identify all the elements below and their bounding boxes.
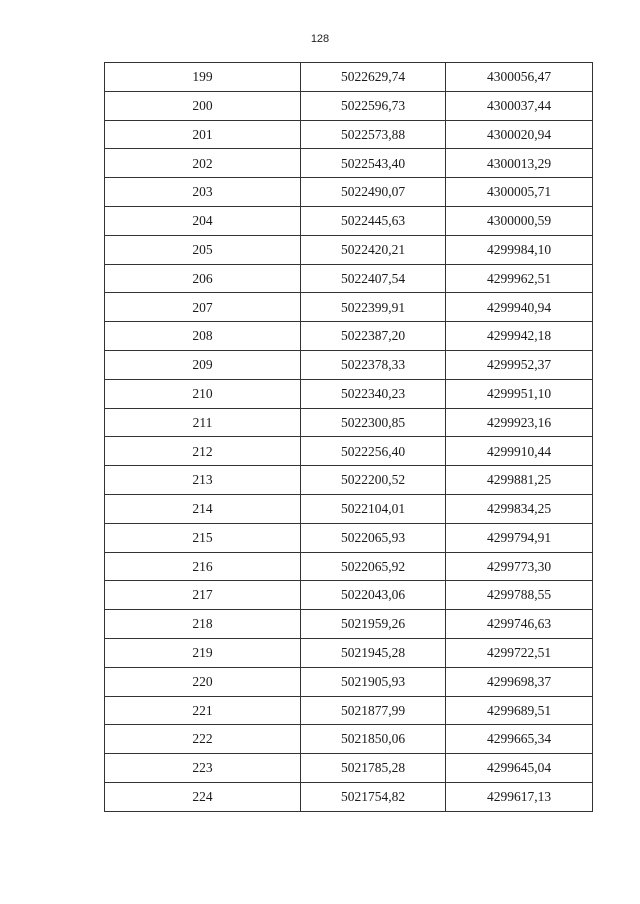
table-row: [105, 206, 593, 235]
y-coordinate-cell: 4299665,34: [446, 725, 593, 754]
table-row: [105, 120, 593, 149]
point-number-cell: 221: [105, 696, 301, 725]
y-coordinate-cell: 4299834,25: [446, 494, 593, 523]
point-number-cell: 208: [105, 322, 301, 351]
coordinates-table: [104, 62, 593, 812]
point-number-cell: 210: [105, 379, 301, 408]
x-coordinate-cell: 5022445,63: [301, 206, 446, 235]
point-number-cell: 223: [105, 754, 301, 783]
y-coordinate-cell: 4299773,30: [446, 552, 593, 581]
point-number-cell: 214: [105, 494, 301, 523]
x-coordinate-cell: 5022340,23: [301, 379, 446, 408]
table-row: [105, 91, 593, 120]
x-coordinate-cell: 5022200,52: [301, 466, 446, 495]
page-number: 128: [310, 33, 330, 45]
point-number-cell: 220: [105, 667, 301, 696]
y-coordinate-cell: 4299881,25: [446, 466, 593, 495]
x-coordinate-cell: 5022378,33: [301, 350, 446, 379]
point-number-cell: 202: [105, 149, 301, 178]
point-number-cell: 218: [105, 610, 301, 639]
table-row: [105, 264, 593, 293]
point-number-cell: 204: [105, 206, 301, 235]
x-coordinate-cell: 5022407,54: [301, 264, 446, 293]
table-row: [105, 408, 593, 437]
x-coordinate-cell: 5022629,74: [301, 63, 446, 92]
y-coordinate-cell: 4300056,47: [446, 63, 593, 92]
point-number-cell: 207: [105, 293, 301, 322]
table-row: [105, 523, 593, 552]
y-coordinate-cell: 4300013,29: [446, 149, 593, 178]
x-coordinate-cell: 5022399,91: [301, 293, 446, 322]
point-number-cell: 206: [105, 264, 301, 293]
x-coordinate-cell: 5021754,82: [301, 782, 446, 811]
table-row: [105, 322, 593, 351]
y-coordinate-cell: 4300037,44: [446, 91, 593, 120]
point-number-cell: 212: [105, 437, 301, 466]
y-coordinate-cell: 4299794,91: [446, 523, 593, 552]
table-row: [105, 667, 593, 696]
y-coordinate-cell: 4299940,94: [446, 293, 593, 322]
y-coordinate-cell: 4299617,13: [446, 782, 593, 811]
y-coordinate-cell: 4299689,51: [446, 696, 593, 725]
x-coordinate-cell: 5022256,40: [301, 437, 446, 466]
y-coordinate-cell: 4299722,51: [446, 638, 593, 667]
table-row: [105, 293, 593, 322]
point-number-cell: 201: [105, 120, 301, 149]
table-row: [105, 494, 593, 523]
x-coordinate-cell: 5021877,99: [301, 696, 446, 725]
y-coordinate-cell: 4299952,37: [446, 350, 593, 379]
table-row: [105, 552, 593, 581]
x-coordinate-cell: 5022573,88: [301, 120, 446, 149]
point-number-cell: 224: [105, 782, 301, 811]
point-number-cell: 211: [105, 408, 301, 437]
x-coordinate-cell: 5022043,06: [301, 581, 446, 610]
y-coordinate-cell: 4299951,10: [446, 379, 593, 408]
table-row: [105, 782, 593, 811]
point-number-cell: 200: [105, 91, 301, 120]
table-row: [105, 350, 593, 379]
y-coordinate-cell: 4299910,44: [446, 437, 593, 466]
y-coordinate-cell: 4299962,51: [446, 264, 593, 293]
point-number-cell: 216: [105, 552, 301, 581]
x-coordinate-cell: 5022104,01: [301, 494, 446, 523]
y-coordinate-cell: 4300000,59: [446, 206, 593, 235]
y-coordinate-cell: 4300005,71: [446, 178, 593, 207]
table-row: [105, 581, 593, 610]
y-coordinate-cell: 4299942,18: [446, 322, 593, 351]
table-row: [105, 696, 593, 725]
x-coordinate-cell: 5022543,40: [301, 149, 446, 178]
point-number-cell: 213: [105, 466, 301, 495]
y-coordinate-cell: 4299984,10: [446, 235, 593, 264]
point-number-cell: 215: [105, 523, 301, 552]
x-coordinate-cell: 5022490,07: [301, 178, 446, 207]
x-coordinate-cell: 5021785,28: [301, 754, 446, 783]
x-coordinate-cell: 5022387,20: [301, 322, 446, 351]
point-number-cell: 219: [105, 638, 301, 667]
x-coordinate-cell: 5022596,73: [301, 91, 446, 120]
table-row: [105, 754, 593, 783]
x-coordinate-cell: 5021905,93: [301, 667, 446, 696]
table-row: [105, 725, 593, 754]
point-number-cell: 205: [105, 235, 301, 264]
table-row: [105, 610, 593, 639]
x-coordinate-cell: 5022065,93: [301, 523, 446, 552]
x-coordinate-cell: 5021850,06: [301, 725, 446, 754]
x-coordinate-cell: 5021959,26: [301, 610, 446, 639]
y-coordinate-cell: 4299746,63: [446, 610, 593, 639]
x-coordinate-cell: 5022300,85: [301, 408, 446, 437]
table-row: [105, 466, 593, 495]
y-coordinate-cell: 4299788,55: [446, 581, 593, 610]
y-coordinate-cell: 4300020,94: [446, 120, 593, 149]
table-row: [105, 437, 593, 466]
x-coordinate-cell: 5022420,21: [301, 235, 446, 264]
y-coordinate-cell: 4299698,37: [446, 667, 593, 696]
table-row: [105, 178, 593, 207]
point-number-cell: 209: [105, 350, 301, 379]
y-coordinate-cell: 4299645,04: [446, 754, 593, 783]
point-number-cell: 217: [105, 581, 301, 610]
y-coordinate-cell: 4299923,16: [446, 408, 593, 437]
table-row: [105, 638, 593, 667]
point-number-cell: 203: [105, 178, 301, 207]
table-row: [105, 379, 593, 408]
x-coordinate-cell: 5022065,92: [301, 552, 446, 581]
x-coordinate-cell: 5021945,28: [301, 638, 446, 667]
table-row: [105, 63, 593, 92]
point-number-cell: 222: [105, 725, 301, 754]
point-number-cell: 199: [105, 63, 301, 92]
table-row: [105, 149, 593, 178]
table-row: [105, 235, 593, 264]
table-body: [105, 63, 593, 812]
